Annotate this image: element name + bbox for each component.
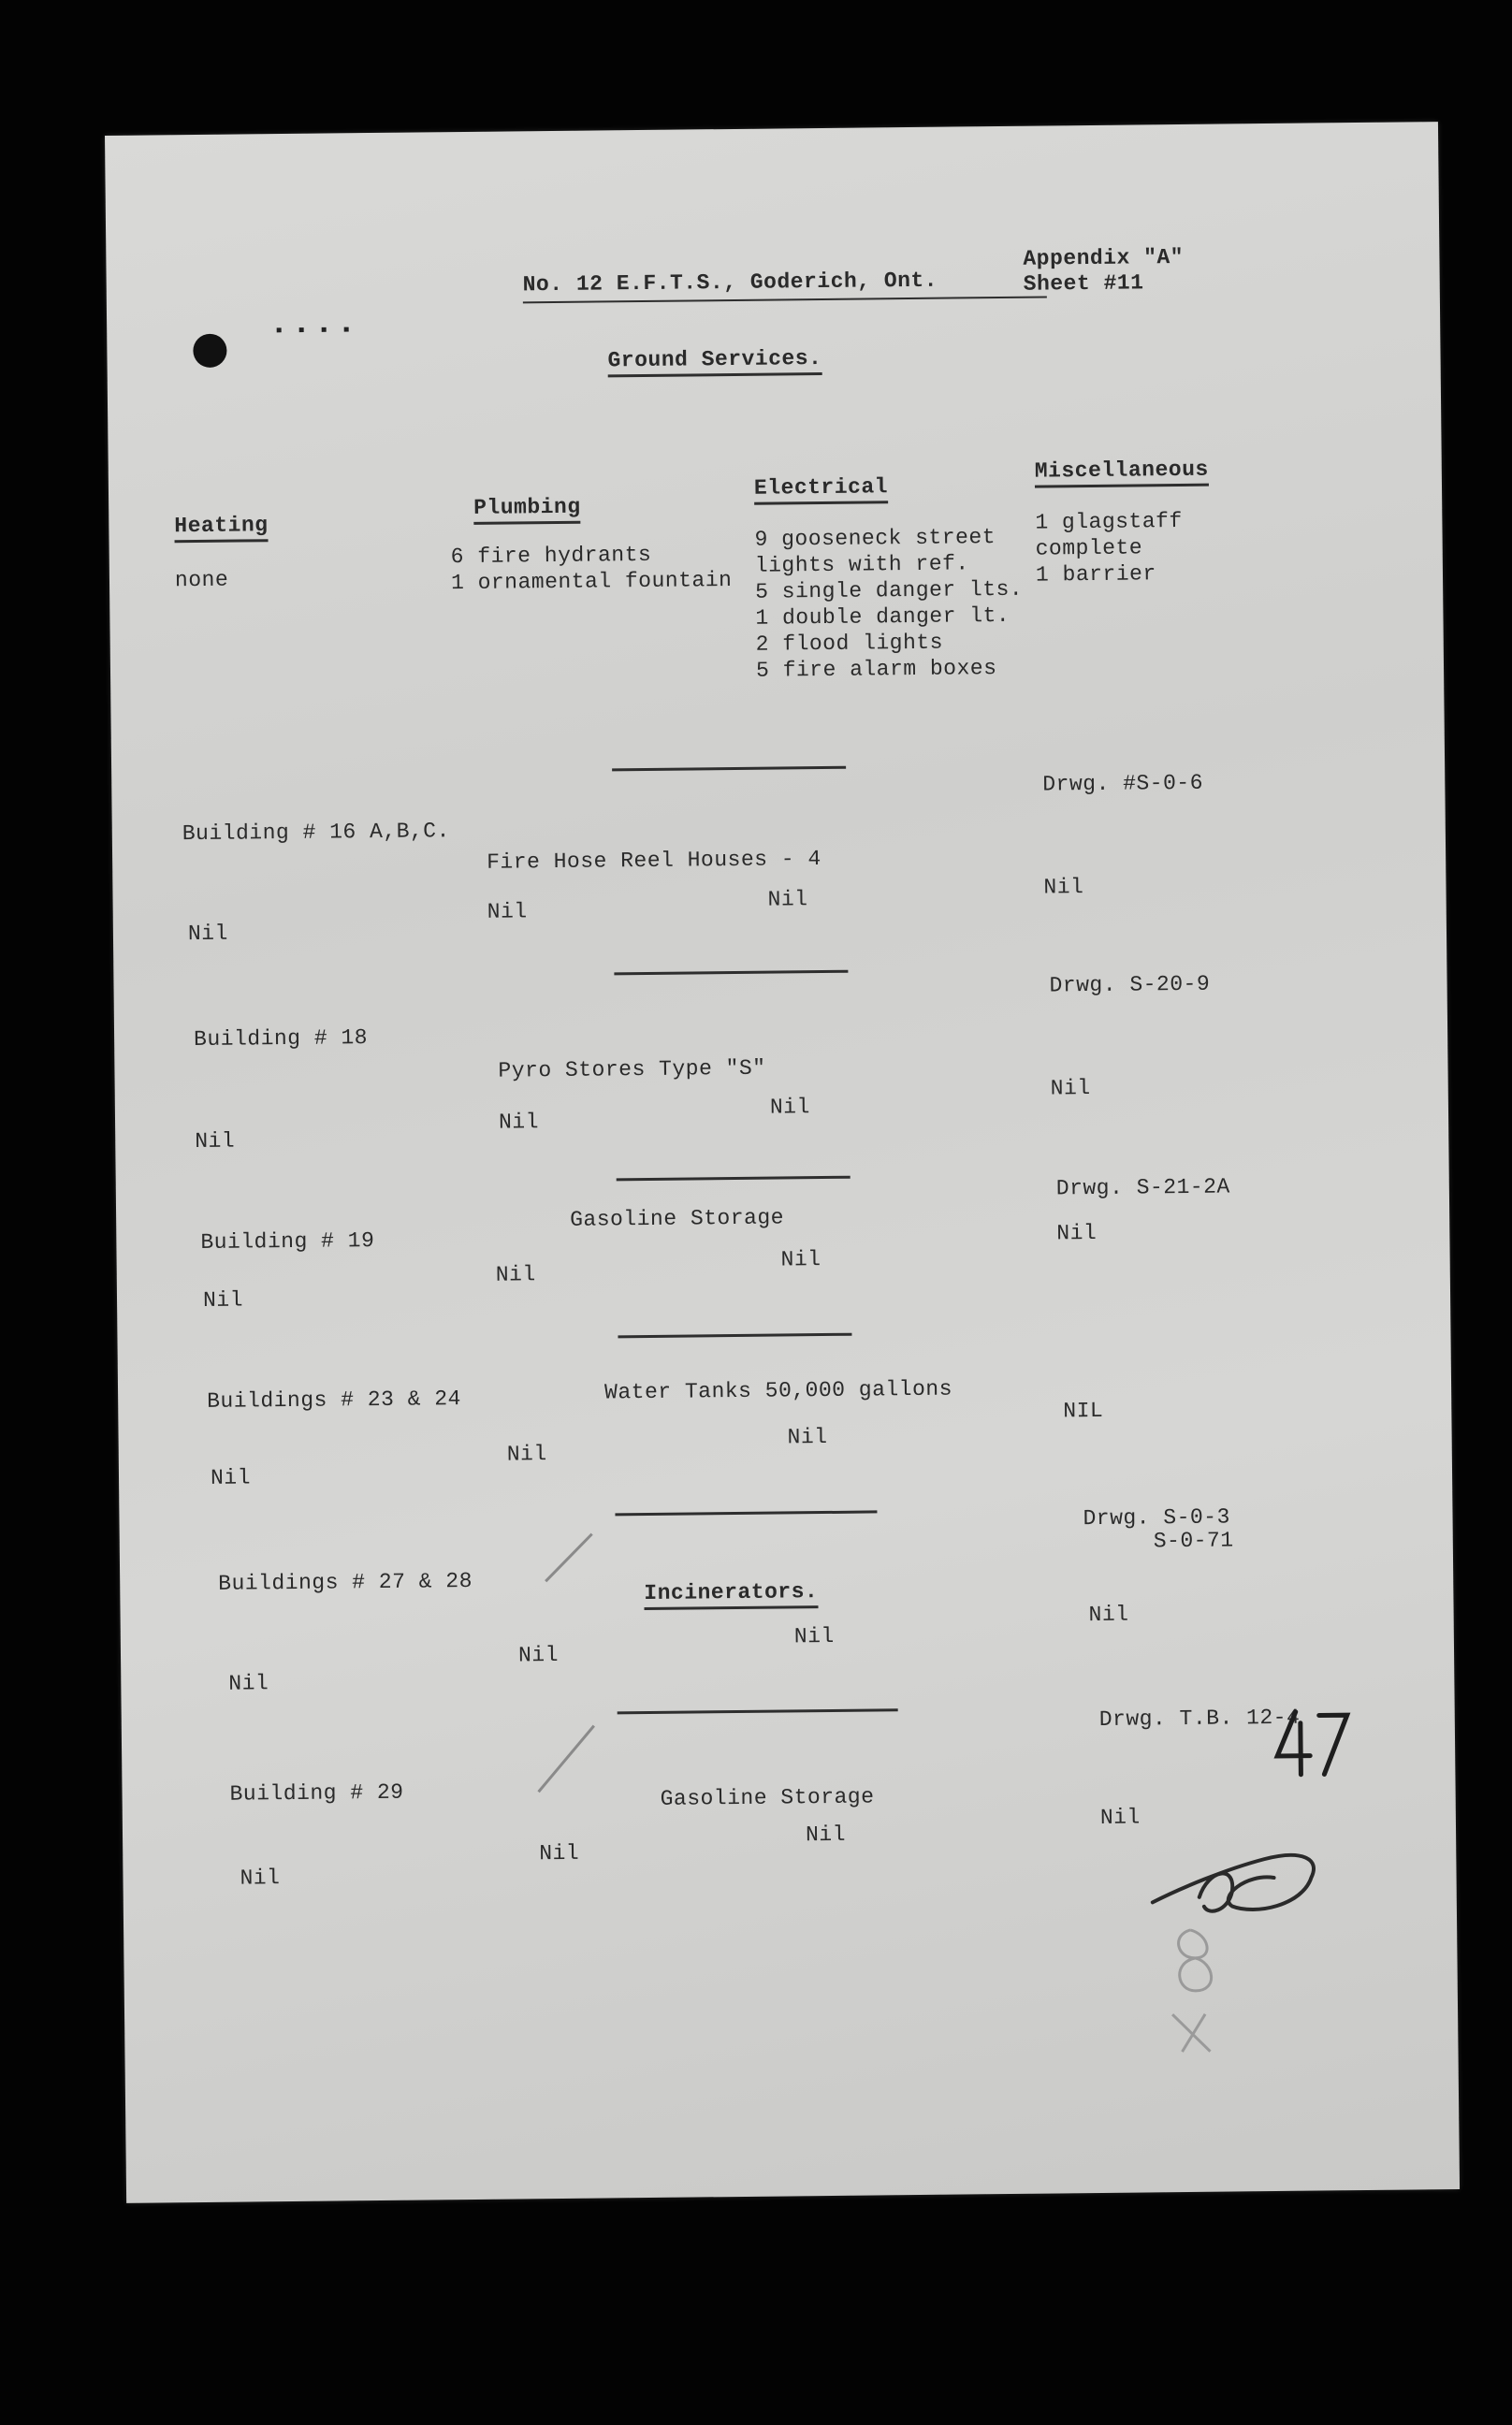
plumbing-value: Nil xyxy=(495,1262,536,1287)
building-label: Buildings # 23 & 24 xyxy=(207,1387,462,1414)
section-rule xyxy=(612,766,846,772)
building-label: Building # 18 xyxy=(193,1025,369,1053)
ground-misc-list xyxy=(1035,508,1183,588)
misc-value: Nil xyxy=(1099,1805,1141,1830)
document-sheet xyxy=(105,122,1460,2203)
appendix-label: Appendix "A" xyxy=(1023,244,1185,271)
section-title: Water Tanks 50,000 gallons xyxy=(603,1376,953,1405)
plumbing-value: Nil xyxy=(487,899,528,924)
sheet-number: Sheet #11 xyxy=(1023,270,1144,297)
plumbing-value: Nil xyxy=(498,1110,540,1135)
page-title: Ground Services. xyxy=(607,345,821,377)
drawing-ref-2: S-0-71 xyxy=(1153,1528,1234,1554)
heating-value: Nil xyxy=(195,1128,236,1154)
building-label: Buildings # 27 & 28 xyxy=(218,1568,473,1596)
building-label: Building # 19 xyxy=(200,1228,375,1255)
electrical-value: Nil xyxy=(769,1095,810,1120)
electrical-line: 2 flood lights xyxy=(755,630,944,657)
misc-value: Nil xyxy=(1043,875,1084,900)
section-title: Pyro Stores Type "S" xyxy=(498,1055,766,1083)
faint-stamp-mark xyxy=(1153,1920,1239,2070)
plumbing-value: Nil xyxy=(517,1643,560,1668)
electrical-line: 5 fire alarm boxes xyxy=(755,656,997,683)
section-title: Incinerators. xyxy=(644,1578,818,1610)
drawing-ref: Drwg. #S-0-6 xyxy=(1042,770,1204,797)
section-rule xyxy=(614,970,848,976)
column-heading-electrical: Electrical xyxy=(754,473,888,504)
electrical-line: 9 gooseneck street xyxy=(754,525,996,552)
electrical-line: 5 single danger lts. xyxy=(755,576,1024,604)
heating-value: Nil xyxy=(187,921,228,947)
electrical-value: Nil xyxy=(787,1424,828,1450)
misc-value: NIL xyxy=(1063,1398,1104,1424)
column-heading-heating: Heating xyxy=(174,512,268,543)
section-rule xyxy=(618,1708,898,1714)
punch-hole xyxy=(193,334,226,368)
misc-value: Nil xyxy=(1056,1220,1098,1246)
misc-line: 1 barrier xyxy=(1035,561,1156,588)
unit-heading: No. 12 E.F.T.S., Goderich, Ont. xyxy=(522,268,938,298)
drawing-ref: Drwg. T.B. 12-4 xyxy=(1098,1705,1301,1732)
section-title: Gasoline Storage xyxy=(660,1784,875,1811)
heating-value: Nil xyxy=(228,1671,269,1696)
pencil-tick-mark xyxy=(541,1530,598,1587)
ink-specks: ▪ ▪ ▪ ▪ xyxy=(273,320,353,343)
ground-heating-value: none xyxy=(174,567,229,593)
section-title: Gasoline Storage xyxy=(570,1205,785,1232)
misc-value: Nil xyxy=(1050,1076,1091,1101)
ground-plumbing-list xyxy=(451,541,733,596)
building-label: Building # 16 A,B,C. xyxy=(182,819,450,847)
column-heading-miscellaneous: Miscellaneous xyxy=(1035,457,1209,488)
drawing-ref: Drwg. S-0-3 xyxy=(1083,1504,1230,1532)
electrical-line: lights with ref. xyxy=(754,551,969,578)
section-rule xyxy=(618,1333,851,1339)
plumbing-line: 6 fire hydrants xyxy=(450,542,652,570)
section-rule xyxy=(615,1510,877,1516)
section-rule xyxy=(617,1176,850,1182)
drawing-ref: Drwg. S-21-2A xyxy=(1055,1174,1230,1201)
electrical-value: Nil xyxy=(780,1247,821,1272)
column-heading-plumbing: Plumbing xyxy=(473,494,581,525)
heating-value: Nil xyxy=(202,1287,244,1313)
plumbing-line: 1 ornamental fountain xyxy=(450,568,733,596)
pencil-tick-mark xyxy=(533,1721,600,1797)
electrical-line: 1 double danger lt. xyxy=(755,603,1010,631)
electrical-value: Nil xyxy=(805,1822,847,1848)
handwritten-page-number xyxy=(1268,1704,1353,1779)
misc-line: complete xyxy=(1035,535,1143,561)
misc-line: 1 glagstaff xyxy=(1035,508,1183,535)
building-label: Building # 29 xyxy=(229,1779,404,1807)
heating-value: Nil xyxy=(210,1465,252,1490)
header-rule xyxy=(523,296,1047,303)
heating-value: Nil xyxy=(240,1866,281,1891)
section-title: Fire Hose Reel Houses - 4 xyxy=(487,847,821,875)
electrical-value: Nil xyxy=(793,1623,835,1649)
electrical-value: Nil xyxy=(767,887,808,912)
ground-electrical-list xyxy=(754,524,1024,684)
plumbing-value: Nil xyxy=(539,1840,580,1866)
plumbing-value: Nil xyxy=(506,1442,547,1467)
drawing-ref: Drwg. S-20-9 xyxy=(1049,971,1211,998)
misc-value: Nil xyxy=(1088,1602,1129,1628)
